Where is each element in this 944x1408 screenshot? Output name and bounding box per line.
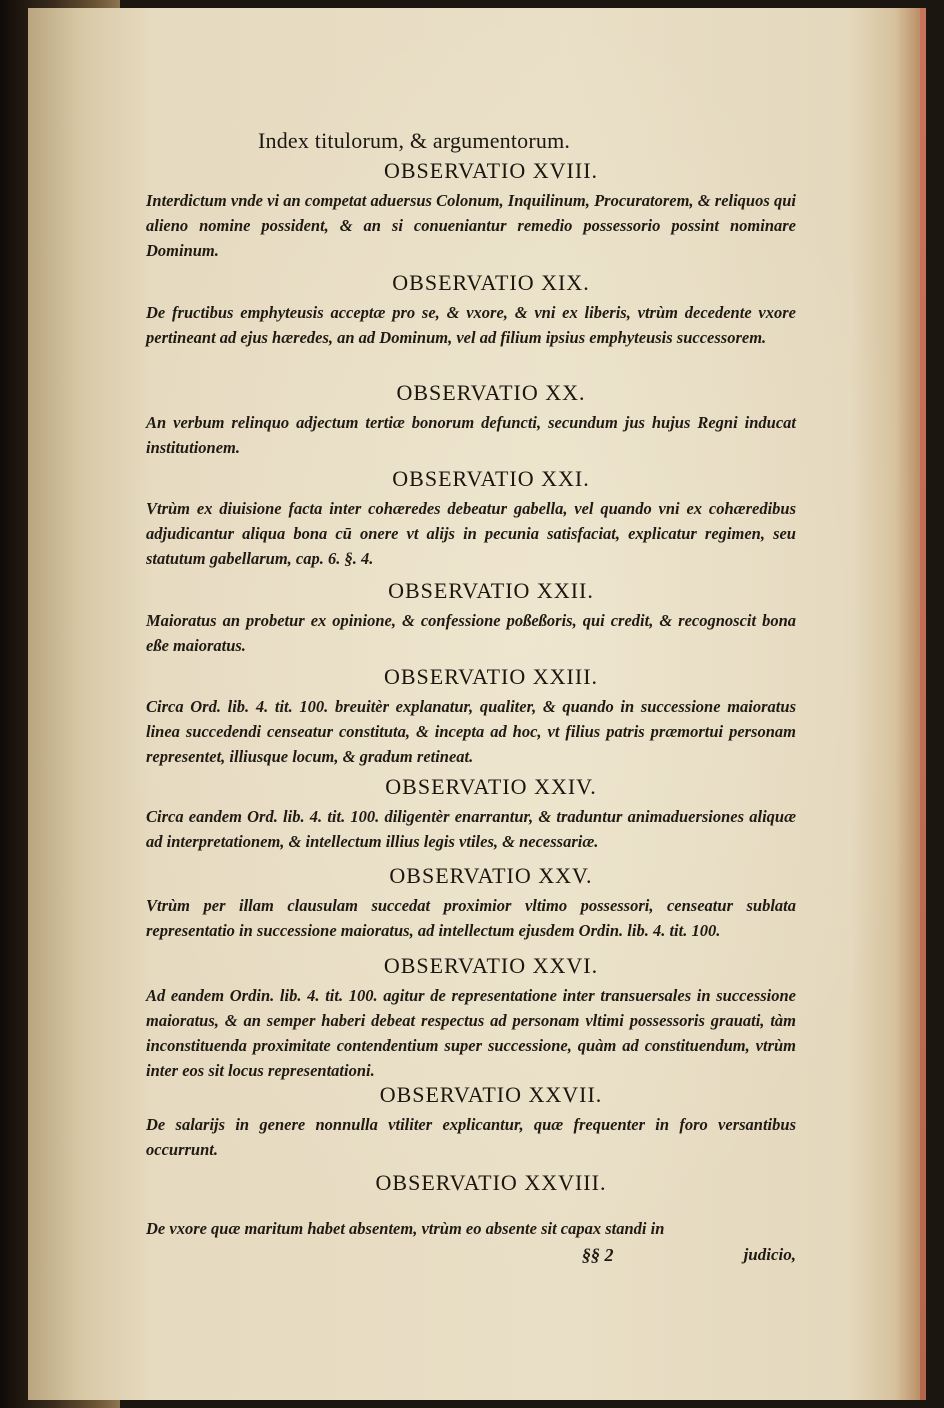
observation-text: Vtrùm per illam clausulam succedat proximior vltimo possessori, censeatur sublata representatio in successione maioratus, ad intellectum ejusdem Ordin. lib. 4. tit. 100. <box>146 896 796 940</box>
observation-text: Ad eandem Ordin. lib. 4. tit. 100. agitur de representatione inter transuersales in successione maioratus, & an semper haberi debeat respectus ad personam vltimi possessoris grauati, tàm inconstituenda proximitate contendentium super successione, quàm ad constituendum, vtrùm inter eos sit locus representationi. <box>146 986 796 1080</box>
observation-text: De salarijs in genere nonnulla vtiliter explicantur, quæ frequenter in foro versantibus occurrunt. <box>146 1115 796 1159</box>
observation-entry <box>146 863 796 943</box>
observation-text: An verbum relinquo adjectum tertiæ bonorum defuncti, secundum jus hujus Regni inducat institutionem. <box>146 413 796 457</box>
observation-title: OBSERVATIO XIX. <box>392 270 590 295</box>
observation-text: De fructibus emphyteusis acceptæ pro se, & vxore, & vni ex liberis, vtrùm decedente vxore pertineant ad ejus hæredes, an ad Dominum, vel ad filium ipsius emphyteusis successorem. <box>146 303 796 347</box>
observation-title: OBSERVATIO XVIII. <box>383 158 599 183</box>
observation-entry <box>146 1170 796 1241</box>
observation-entry <box>146 578 796 658</box>
observation-text: Circa eandem Ord. lib. 4. tit. 100. diligentèr enarrantur, & traduntur animaduersiones aliquæ ad interpretationem, & intellectum illius legis vtiles, & necessariæ. <box>146 807 796 851</box>
observation-title: OBSERVATIO XXIV. <box>385 774 597 799</box>
observation-title: OBSERVATIO XXI. <box>392 466 590 491</box>
observation-entry <box>146 380 796 460</box>
observation-title: OBSERVATIO XXVII. <box>379 1082 603 1107</box>
observation-text: Vtrùm ex diuisione facta inter cohæredes debeatur gabella, vel quando vni ex cohæredibus adjudicantur aliqua bona cū onere vt alijs in pecunia satisfaciat, explicatur regimen, seu statutum gabellarum, cap. 6. §. 4. <box>146 499 796 568</box>
observation-entry <box>146 1082 796 1162</box>
observation-title: OBSERVATIO XXV. <box>389 863 593 888</box>
observation-text: De vxore quæ maritum habet absentem, vtrùm eo absente sit capax standi in <box>146 1219 665 1238</box>
observation-entry <box>146 270 796 350</box>
observation-entry <box>146 466 796 571</box>
observation-entry <box>146 774 796 854</box>
page-footer <box>146 1245 806 1275</box>
observation-title: OBSERVATIO XX. <box>396 380 586 405</box>
observation-entry <box>146 664 796 769</box>
running-head: Index titulorum, & argumentorum. <box>258 128 571 153</box>
observation-entry <box>146 953 796 1083</box>
catchword: judicio, <box>743 1245 796 1264</box>
observation-title: OBSERVATIO XXII. <box>388 578 594 603</box>
observation-entry <box>146 158 796 263</box>
book-page <box>28 8 922 1400</box>
observation-text: Maioratus an probetur ex opinione, & confessione poßeßoris, qui credit, & recognoscit bona eße maioratus. <box>146 611 796 655</box>
observation-text: Interdictum vnde vi an competat aduersus Colonum, Inquilinum, Procuratorem, & reliquos qui alieno nomine possident, & an si conueniantur remedio possessorio possint nominare Dominum. <box>146 191 796 260</box>
signature-mark: §§ 2 <box>582 1245 614 1265</box>
observation-title: OBSERVATIO XXVIII. <box>375 1170 607 1195</box>
observation-title: OBSERVATIO XXIII. <box>383 664 599 689</box>
observation-text: Circa Ord. lib. 4. tit. 100. breuitèr explanatur, qualiter, & quando in successione maioratus linea succedendi censeatur constituta, & incepta ad hoc, vt filius patris præmortui personam representet, illiusque locum, & gradum retineat. <box>146 697 796 766</box>
observation-title: OBSERVATIO XXVI. <box>383 953 599 978</box>
